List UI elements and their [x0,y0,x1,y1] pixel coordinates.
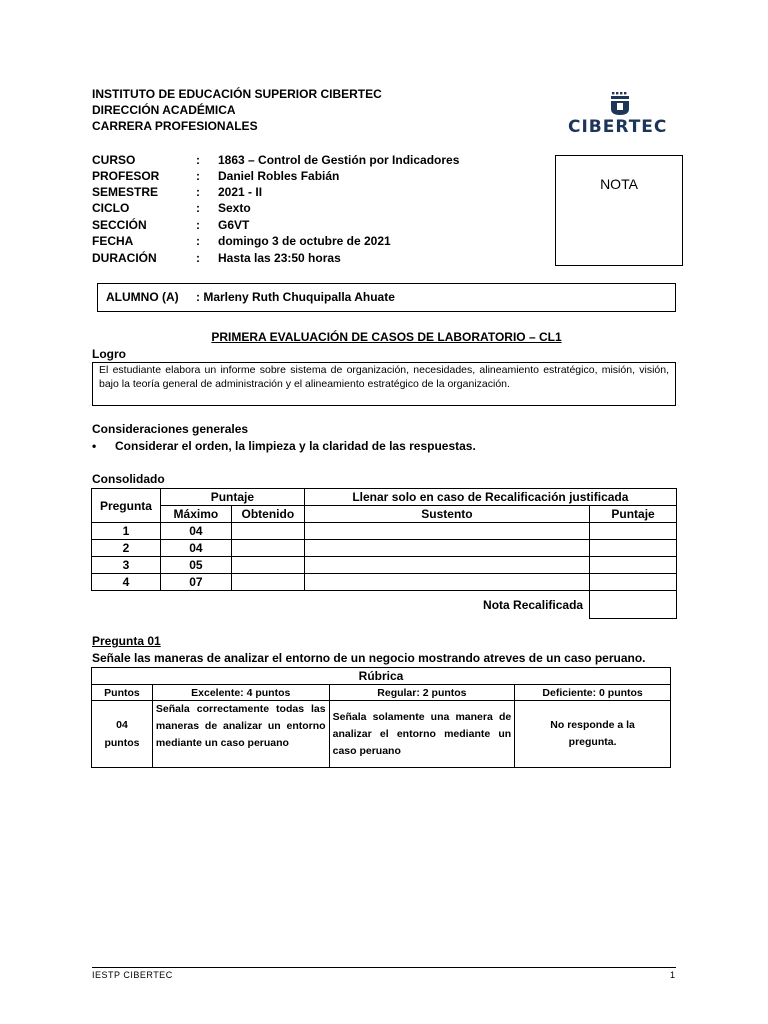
consideraciones-text: Considerar el orden, la limpieza y la claridad de las respuestas. [115,439,476,453]
cell-excelente: Señala correctamente todas las maneras de analizar un entorno mediante un caso peruano [152,701,329,768]
info-colon: : [196,169,200,183]
info-label: PROFESOR [92,169,160,183]
page-number: 1 [670,970,676,980]
info-value: G6VT [218,218,250,232]
consolidado-label: Consolidado [92,472,165,486]
puntos-number: 04 [116,719,128,731]
info-value: domingo 3 de octubre de 2021 [218,234,391,248]
cell-puntaje[interactable] [590,523,677,540]
consideraciones-label: Consideraciones generales [92,422,249,436]
page-title: PRIMERA EVALUACIÓN DE CASOS DE LABORATORIO – CL1 [211,330,562,344]
pregunta01-text: Señale las maneras de analizar el entorno de un negocio mostrando atreves de un caso peruano. [92,651,646,665]
cibertec-logo [568,92,672,136]
cell-obtenido[interactable] [231,574,304,591]
cell-pregunta: 2 [92,540,161,557]
info-label: FECHA [92,234,134,248]
nota-recalificada-label: Nota Recalificada [92,591,590,619]
alumno-box[interactable] [97,283,676,312]
cell-maximo: 04 [160,540,231,557]
info-label: CURSO [92,153,136,167]
info-label: SECCIÓN [92,218,147,232]
cell-sustento[interactable] [304,540,589,557]
info-colon: : [196,251,200,265]
info-row-fecha [92,233,512,249]
info-value: 1863 – Control de Gestión por Indicadores [218,153,460,167]
nota-label: NOTA [600,176,638,192]
cell-sustento[interactable] [304,523,589,540]
pregunta01-title: Pregunta 01 [92,634,161,648]
header-recalificacion: Llenar solo en caso de Recalificación justificada [304,489,676,506]
nota-recalificada-cell[interactable] [590,591,677,619]
info-row-seccion [92,217,512,233]
header-puntaje-recal: Puntaje [590,506,677,523]
alumno-name: : Marleny Ruth Chuquipalla Ahuate [196,290,395,304]
header-pregunta: Pregunta [92,489,161,523]
info-colon: : [196,153,200,167]
cell-sustento[interactable] [304,574,589,591]
nota-box[interactable] [555,155,683,266]
info-label: DURACIÓN [92,251,157,265]
cell-pregunta: 1 [92,523,161,540]
bullet-icon: • [92,439,97,453]
logo-text: CIBERTEC [568,117,668,137]
nota-recalificada-row [92,591,677,619]
header-puntos: Puntos [92,685,153,701]
consolidado-table [91,488,677,619]
cell-puntaje[interactable] [590,557,677,574]
cell-obtenido[interactable] [231,523,304,540]
rubrica-table [91,667,671,768]
table-row [92,557,677,574]
info-colon: : [196,218,200,232]
cell-sustento[interactable] [304,557,589,574]
info-row-semestre [92,184,512,200]
footer-label: IESTP CIBERTEC [92,970,173,980]
cell-obtenido[interactable] [231,557,304,574]
info-row-curso [92,152,512,168]
info-label: CICLO [92,201,130,215]
cell-maximo: 07 [160,574,231,591]
header-deficiente: Deficiente: 0 puntos [515,685,671,701]
institution-header [92,86,382,134]
info-colon: : [196,185,200,199]
footer-divider [92,967,676,968]
info-label: SEMESTRE [92,185,159,199]
cell-regular: Señala solamente una manera de analizar el entorno mediante un caso peruano [329,701,515,768]
info-row-profesor [92,168,512,184]
info-colon: : [196,234,200,248]
header-obtenido: Obtenido [231,506,304,523]
cell-maximo: 05 [160,557,231,574]
info-row-duracion [92,250,512,266]
table-row [92,574,677,591]
puntos-word: puntos [104,737,140,749]
cell-obtenido[interactable] [231,540,304,557]
header-sustento: Sustento [304,506,589,523]
rubrica-title: Rúbrica [92,668,671,685]
logro-label: Logro [92,347,126,361]
header-puntaje: Puntaje [160,489,304,506]
cell-maximo: 04 [160,523,231,540]
header-maximo: Máximo [160,506,231,523]
info-value: Daniel Robles Fabián [218,169,340,183]
header-career: CARRERA PROFESIONALES [92,119,258,133]
info-value: Hasta las 23:50 horas [218,251,341,265]
header-regular: Regular: 2 puntos [329,685,515,701]
header-excelente: Excelente: 4 puntos [152,685,329,701]
cell-puntaje[interactable] [590,574,677,591]
alumno-label: ALUMNO (A) [106,290,179,304]
logro-text: El estudiante elabora un informe sobre sistema de organización, necesidades, alineamiento estratégico, misión, visión, bajo la teoría general de administración y el alineamiento estratégico de la organización. [92,362,676,406]
cell-puntos [92,701,153,768]
cell-pregunta: 4 [92,574,161,591]
table-row [92,701,671,768]
cell-pregunta: 3 [92,557,161,574]
header-institute: INSTITUTO DE EDUCACIÓN SUPERIOR CIBERTEC [92,87,382,101]
cell-puntaje[interactable] [590,540,677,557]
info-value: Sexto [218,201,251,215]
info-row-ciclo [92,200,512,216]
header-direction: DIRECCIÓN ACADÉMICA [92,103,236,117]
table-row [92,523,677,540]
info-colon: : [196,201,200,215]
crown-emblem-icon [609,92,631,116]
cell-deficiente: No responde a la pregunta. [515,701,671,768]
info-value: 2021 - II [218,185,263,199]
table-row [92,540,677,557]
